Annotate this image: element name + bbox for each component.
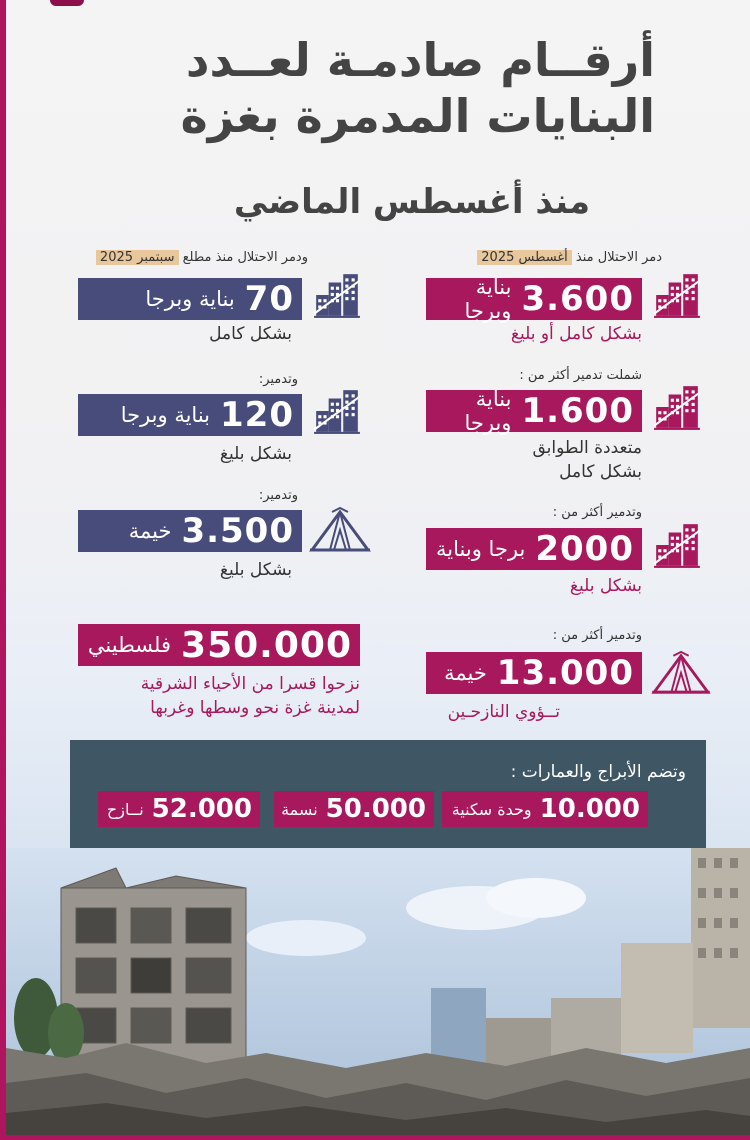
frame-top-tab [50, 0, 84, 6]
stat-13000-desc: تــؤوي النازحـين [447, 702, 560, 722]
summary-title: وتضم الأبراج والعمارات : [510, 762, 686, 782]
stat-13000-label: وتدمير أكثر من : [552, 628, 642, 643]
tent-icon [308, 506, 372, 554]
stat-2000-label: وتدمير أكثر من : [552, 505, 642, 520]
stat-2000-bar: 2000 برجا وبناية [426, 528, 642, 570]
displaced-desc-2: لمدينة غزة نحو وسطها وغربها [150, 698, 360, 718]
tent-icon [650, 650, 712, 696]
summary-panel [70, 740, 706, 848]
stat-120-desc: بشكل بليغ [219, 444, 292, 464]
buildings-icon [652, 382, 702, 432]
subtitle: منذ أغسطس الماضي [233, 182, 590, 222]
stat-120-label: وتدمير: [258, 372, 298, 387]
stat-70-bar: 70 بناية وبرجا [78, 278, 302, 320]
right-intro-label: دمر الاحتلال منذ أغسطس 2025 [477, 250, 662, 265]
stat-3500-label: وتدمير: [258, 488, 298, 503]
frame-bottom-border [0, 1135, 750, 1140]
destroyed-buildings-image [6, 848, 750, 1135]
stat-1600-label: شملت تدمير أكثر من : [519, 368, 642, 383]
summary-pill-people: 50.000 نسمة [274, 791, 434, 827]
stat-120-bar: 120 بناية وبرجا [78, 394, 302, 436]
summary-pill-displaced: 52.000 نــازح [98, 791, 260, 827]
stat-1600-desc-1: متعددة الطوابق [532, 438, 642, 458]
displaced-desc-1: نزحوا قسرا من الأحياء الشرقية [140, 674, 360, 694]
buildings-icon [652, 520, 702, 570]
stat-3600-desc: بشكل كامل أو بليغ [510, 324, 642, 344]
stat-2000-desc: بشكل بليغ [569, 576, 642, 596]
left-intro-label: ودمر الاحتلال منذ مطلع سبتمبر 2025 [96, 250, 308, 265]
stat-3600-bar: 3.600 بناية وبرجا [426, 278, 642, 320]
title-line-2: البنايات المدمرة بغزة [180, 89, 655, 143]
displaced-bar: 350.000 فلسطيني [78, 624, 360, 666]
title-line-1: أرقــام صادمـة لعــدد [185, 33, 655, 87]
stat-13000-bar: 13.000 خيمة [426, 652, 642, 694]
buildings-icon [652, 270, 702, 320]
buildings-icon [312, 270, 362, 320]
stat-3500-desc: بشكل بليغ [219, 560, 292, 580]
stat-1600-bar: 1.600 بناية وبرجا [426, 390, 642, 432]
stat-70-desc: بشكل كامل [209, 324, 292, 344]
stat-1600-desc-2: بشكل كامل [559, 462, 642, 482]
buildings-icon [312, 386, 362, 436]
summary-pill-units: 10.000 وحدة سكنية [442, 791, 648, 827]
stat-3500-bar: 3.500 خيمة [78, 510, 302, 552]
